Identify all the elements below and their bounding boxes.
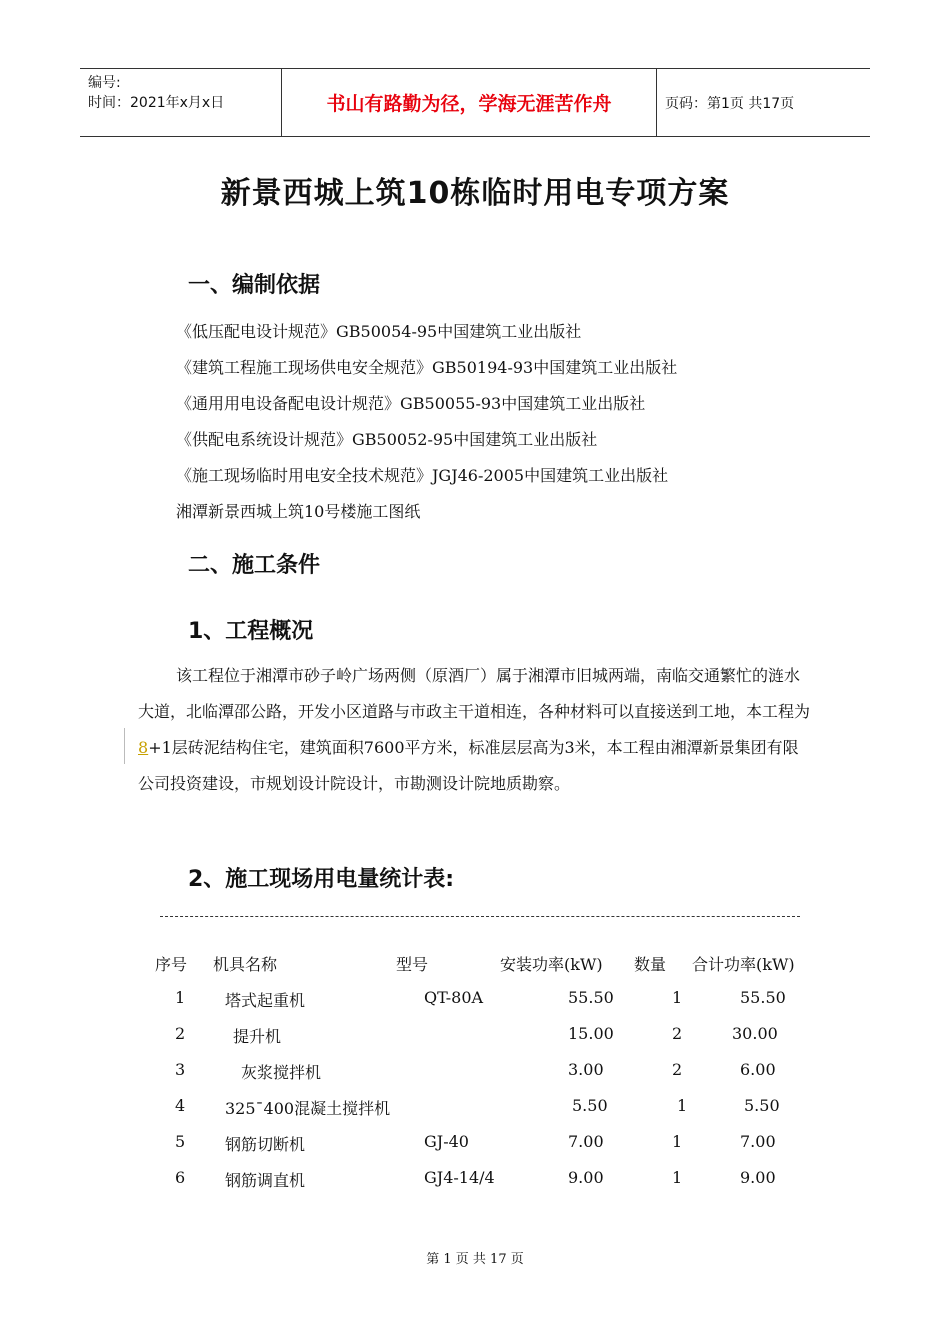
cell-index: 6 [175,1168,186,1187]
section-heading-conditions: 二、施工条件 [188,553,321,578]
cell-qty: 1 [672,1132,683,1151]
cell-index: 5 [175,1132,186,1151]
reference-item: 《施工现场临时用电安全技术规范》JGJ46-2005中国建筑工业出版社 [176,466,669,485]
cell-index: 1 [175,988,186,1007]
overview-paragraph [138,658,814,802]
cell-model: QT-80A [424,988,484,1007]
section-heading-basis: 一、编制依据 [188,273,321,298]
cell-qty: 2 [672,1024,683,1043]
column-header: 安装功率(kW) [500,955,603,974]
overview-link[interactable]: 8 [138,738,149,757]
cell-name: 钢筋调直机 [225,1171,306,1190]
cell-total: 9.00 [740,1168,776,1187]
column-header: 合计功率(kW) [692,955,795,974]
section-heading-power-table: 2、施工现场用电量统计表: [188,867,455,892]
cell-name: 塔式起重机 [225,991,306,1010]
cell-name: 钢筋切断机 [225,1135,306,1154]
reference-item: 《供配电系统设计规范》GB50052-95中国建筑工业出版社 [176,430,598,449]
column-header: 型号 [396,955,429,974]
cell-index: 4 [175,1096,186,1115]
cell-model: GJ-40 [424,1132,469,1151]
reference-item: 湘潭新景西城上筑10号楼施工图纸 [176,502,421,521]
cell-power: 7.00 [568,1132,604,1151]
cell-qty: 1 [672,988,683,1007]
cell-qty: 1 [672,1168,683,1187]
overview-text-2: +1层砖泥结构住宅，建筑面积7600平方米，标准层层高为3米，本工程由湘潭新景集团有限公司投资建设，市规划设计院设计，市勘测设计院地质勘察。 [138,738,799,793]
page-header [80,68,870,137]
table-divider [160,916,800,917]
overview-text-1: 该工程位于湘潭市砂子岭广场两侧（原酒厂）属于湘潭市旧城两端，南临交通繁忙的涟水大道，北临潭邵公路，开发小区道路与市政主干道相连，各种材料可以直接送到工地，本工程为 [138,666,811,721]
cell-total: 30.00 [732,1024,778,1043]
cell-qty: 2 [672,1060,683,1079]
cell-total: 7.00 [740,1132,776,1151]
column-header: 序号 [155,955,188,974]
cell-power: 9.00 [568,1168,604,1187]
cell-qty: 1 [677,1096,688,1115]
cell-power: 55.50 [568,988,614,1007]
cell-power: 15.00 [568,1024,614,1043]
margin-marker [124,728,125,764]
reference-item: 《通用用电设备配电设计规范》GB50055-93中国建筑工业出版社 [176,394,646,413]
cell-total: 5.50 [744,1096,780,1115]
header-meta [80,69,282,136]
document-title: 新景西城上筑10栋临时用电专项方案 [220,176,730,211]
section-heading-overview: 1、工程概况 [188,619,314,644]
reference-item: 《建筑工程施工现场供电安全规范》GB50194-93中国建筑工业出版社 [176,358,678,377]
cell-model: GJ4-14/4 [424,1168,495,1187]
motto: 书山有路勤为径，学海无涯苦作舟 [282,69,657,136]
code-label: 编号: [88,75,121,91]
cell-name: 灰浆搅拌机 [241,1063,322,1082]
cell-index: 2 [175,1024,186,1043]
reference-item: 《低压配电设计规范》GB50054-95中国建筑工业出版社 [176,322,582,341]
cell-name: 325¯400混凝土搅拌机 [225,1099,391,1118]
cell-power: 5.50 [572,1096,608,1115]
cell-name: 提升机 [233,1027,282,1046]
cell-total: 6.00 [740,1060,776,1079]
cell-total: 55.50 [740,988,786,1007]
cell-index: 3 [175,1060,186,1079]
cell-power: 3.00 [568,1060,604,1079]
page-info: 页码：第1页 共17页 [665,95,795,112]
page-footer: 第 1 页 共 17 页 [426,1252,524,1267]
column-header: 数量 [634,955,667,974]
column-header: 机具名称 [213,955,278,974]
time-label: 时间：2021年x月x日 [88,95,225,111]
